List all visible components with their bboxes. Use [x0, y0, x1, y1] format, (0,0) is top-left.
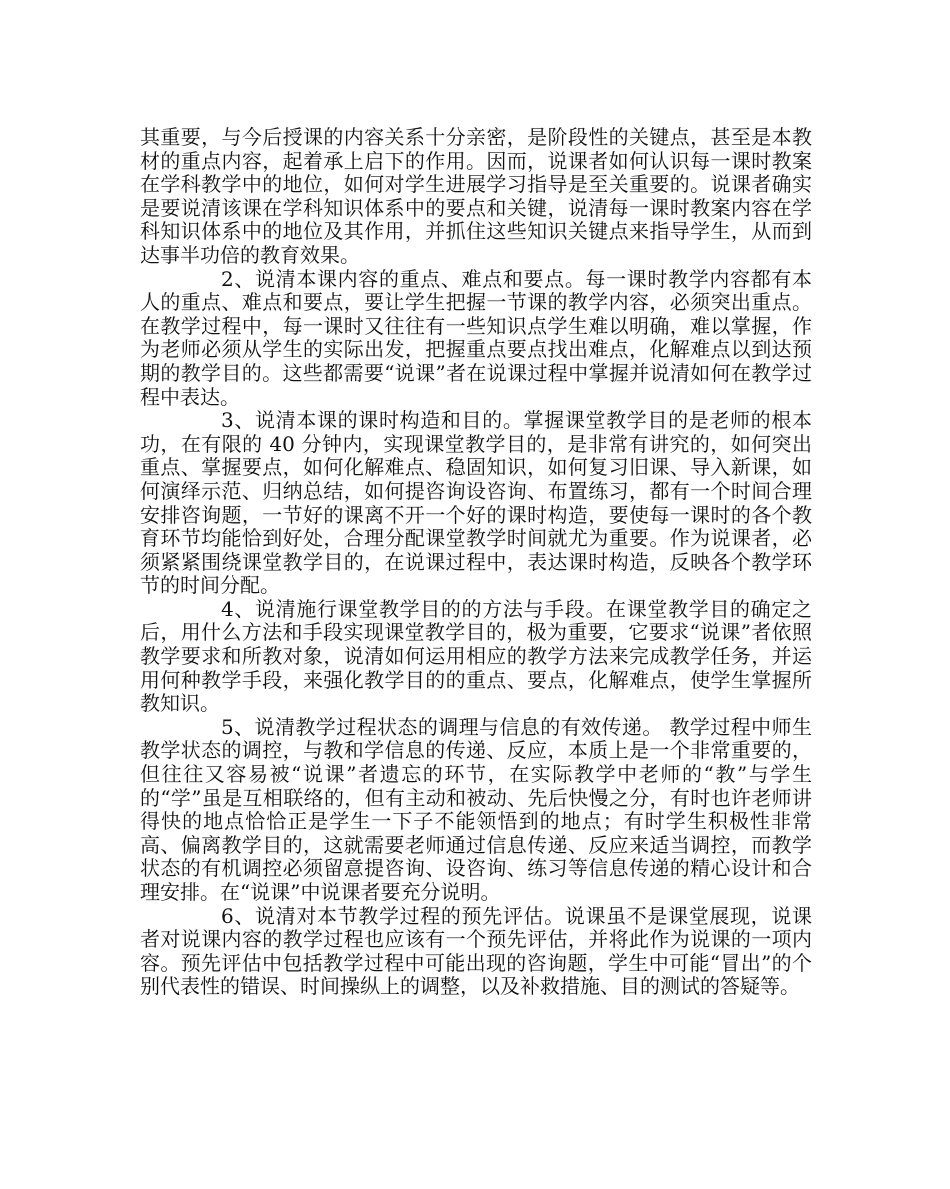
- paragraph-3: 3、说清本课的课时构造和目的。掌握课堂教学目的是老师的根本功，在有限的 40 分钟内，实现课堂教学目的，是非常有讲究的，如何突出重点、掌握要点，如何化解难点、稳固知识，如何复习旧课、导入新课，如何演绎示范、归纳总结，如何提咨询设咨询、布置练习，都有一个时间合理安排咨询题，一节好的课离不开一个好的课时构造，要使每一课时的各个教育环节均能恰到好处，合理分配课堂教学时间就尤为重要。作为说课者，必须紧紧围绕课堂教学目的，在说课过程中，表达课时构造，反映各个教学环节的时间分配。: [140, 408, 812, 598]
- paragraph-4: 4、说清施行课堂教学目的的方法与手段。在课堂教学目的确定之后，用什么方法和手段实现课堂教学目的，极为重要，它要求“说课”者依照教学要求和所教对象，说清如何运用相应的教学方法来完成教学任务，并运用何种教学手段，来强化教学目的的重点、要点，化解难点，使学生掌握所教知识。: [140, 596, 812, 716]
- paragraph-5: 5、说清教学过程状态的调理与信息的有效传递。 教学过程中师生教学状态的调控，与教和学信息的传递、反应，本质上是一个非常重要的，但往往又容易被“说课”者遗忘的环节，在实际教学中老师的“教”与学生的“学”虽是互相联络的，但有主动和被动、先后快慢之分，有时也许老师讲得快的地点恰恰正是学生一下子不能领悟到的地点；有时学生积极性非常高、偏离教学目的，这就需要老师通过信息传递、反应来适当调控，而教学状态的有机调控必须留意提咨询、设咨询、练习等信息传递的精心设计和合理安排。在“说课”中说课者要充分说明。: [140, 714, 812, 904]
- paragraph-2: 2、说清本课内容的重点、难点和要点。每一课时教学内容都有本人的重点、难点和要点，要让学生把握一节课的教学内容，必须突出重点。在教学过程中，每一课时又往往有一些知识点学生难以明确，难以掌握，作为老师必须从学生的实际出发，把握重点要点找出难点，化解难点以到达预期的教学目的。这些都需要“说课”者在说课过程中掌握并说清如何在教学过程中表达。: [140, 266, 812, 409]
- document-page: [140, 126, 812, 999]
- paragraph-6: 6、说清对本节教学过程的预先评估。说课虽不是课堂展现，说课者对说课内容的教学过程也应该有一个预先评估，并将此作为说课的一项内容。预先评估中包括教学过程中可能出现的咨询题，学生中可能“冒出”的个别代表性的错误、时间操纵上的调整，以及补救措施、目的测试的答疑等。: [140, 903, 812, 999]
- paragraph-1: 其重要，与今后授课的内容关系十分亲密，是阶段性的关键点，甚至是本教材的重点内容，起着承上启下的作用。因而，说课者如何认识每一课时教案在学科教学中的地位，如何对学生进展学习指导是至关重要的。说课者确实是要说清该课在学科知识体系中的要点和关键，说清每一课时教案内容在学科知识体系中的地位及其作用，并抓住这些知识关键点来指导学生，从而到达事半功倍的教育效果。: [140, 125, 812, 267]
